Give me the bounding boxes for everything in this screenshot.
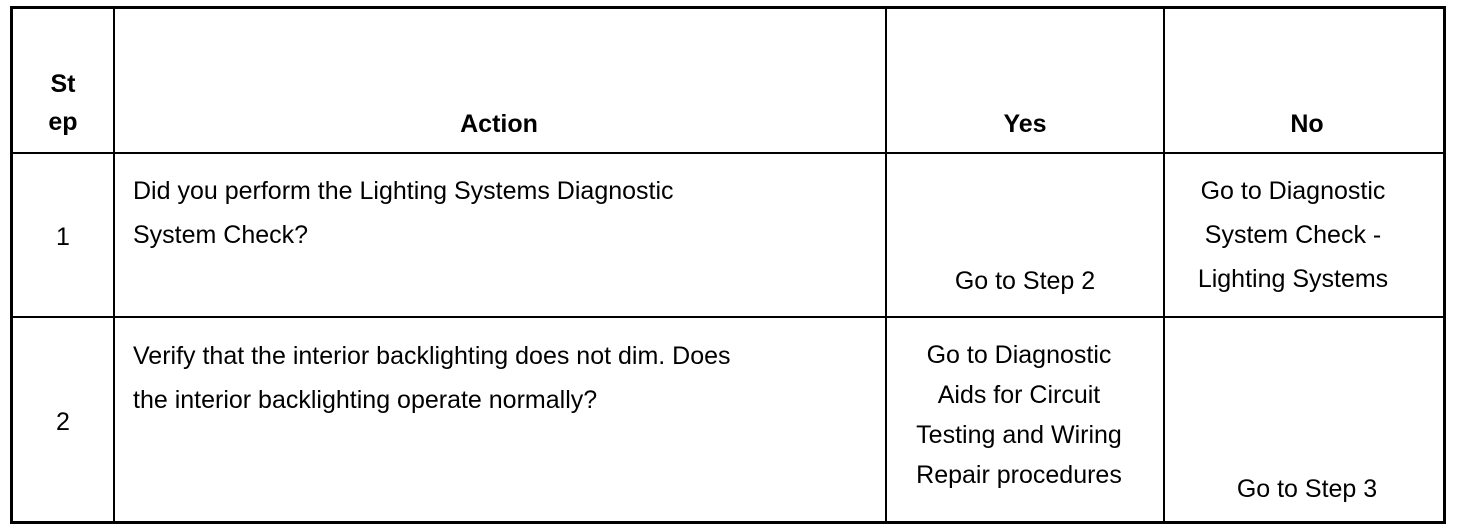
diagnostic-table (10, 6, 1446, 524)
header-action: Action (460, 110, 538, 138)
row-divider (13, 316, 1443, 318)
row2-action-line2: the interior backlighting operate normally? (133, 386, 598, 414)
column-divider (113, 9, 115, 521)
row2-yes (887, 335, 1151, 495)
header-no: No (1290, 110, 1324, 138)
header-step (13, 65, 113, 141)
row2-yes-line3: Testing and Wiring (916, 421, 1122, 449)
header-yes: Yes (1003, 110, 1047, 138)
row2-yes-line1: Go to Diagnostic (926, 341, 1112, 369)
row1-action (133, 169, 674, 257)
row1-no (1165, 169, 1421, 301)
header-step-line2: ep (48, 108, 78, 136)
row1-step: 1 (56, 223, 70, 251)
header-step-line1: St (50, 70, 76, 98)
row-divider (13, 152, 1443, 154)
row1-yes: Go to Step 2 (954, 267, 1096, 295)
row2-yes-line2: Aids for Circuit (937, 381, 1101, 409)
row2-action-line1: Verify that the interior backlighting does not dim. Does (133, 342, 731, 370)
row2-step: 2 (56, 408, 70, 436)
row2-yes-line4: Repair procedures (916, 461, 1122, 489)
row2-action (133, 334, 731, 422)
row1-action-line1: Did you perform the Lighting Systems Diagnostic (133, 177, 674, 205)
row1-no-line2: System Check - (1204, 221, 1382, 249)
row2-no: Go to Step 3 (1236, 475, 1378, 503)
row1-no-line1: Go to Diagnostic (1200, 177, 1386, 205)
row1-action-line2: System Check? (133, 221, 309, 249)
row1-no-line3: Lighting Systems (1197, 265, 1389, 293)
